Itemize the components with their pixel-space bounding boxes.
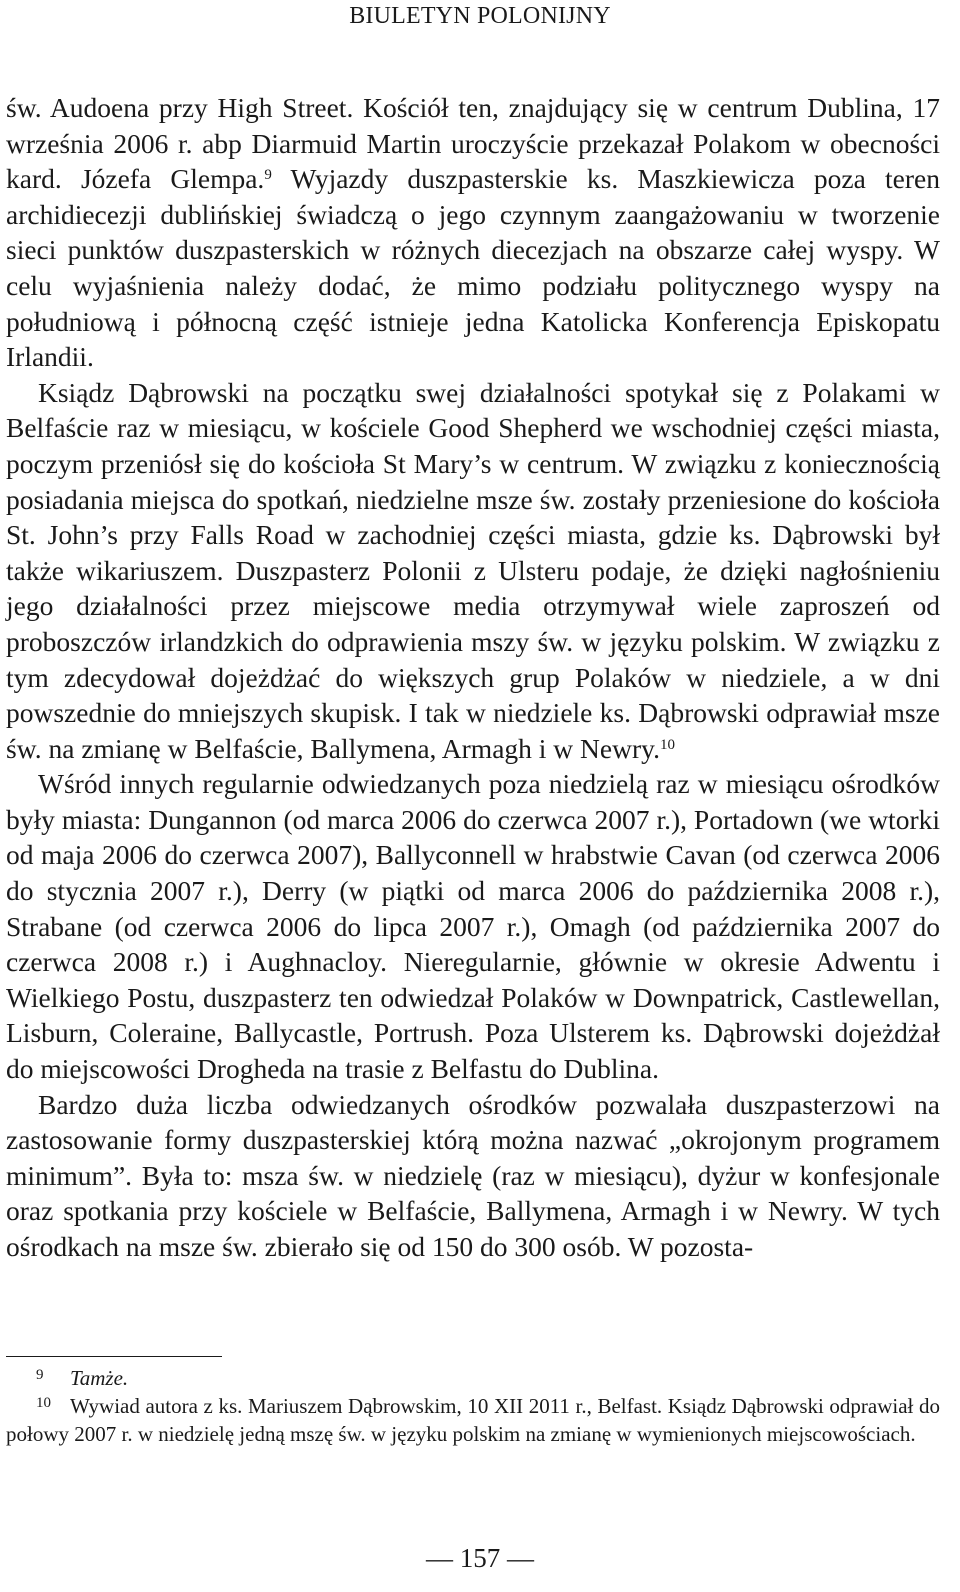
- paragraph-4: Bardzo duża liczba odwiedzanych ośrodków pozwalała duszpasterzowi na zastosowanie formy duszpasterskiej którą można nazwać „okrojonym programem minimum”. Była to: msza św. w niedzielę (raz w miesiącu), dyżur w konfesjonale oraz spotkania przy kościele w Belfaście, Ballymena, Armagh i w Newry. W tych ośrodkach na msze św. zbierało się od 150 do 300 osób. W pozosta-: [6, 1088, 940, 1262]
- paragraph-2: [6, 375, 940, 767]
- paragraph-2-text: Ksiądz Dąbrowski na początku swej działalności spotykał się z Polakami w Belfaście raz w miesiącu, w kościele Good Shepherd we wschodniej części miasta, poczym przeniósł się do kościoła St Mary’s w centrum. W związku z koniecznością posiadania miejsca do spotkań, niedzielne msze św. zostały przeniesione do kościoła St. John’s przy Falls Road w zachodniej części miasta, gdzie ks. Dąbrowski był także wikariuszem. Duszpasterz Polonii z Ulsteru podaje, że dzięki nagłośnieniu jego działalności przez miejscowe media otrzymywał wiele zaproszeń od proboszczów irlandzkich do odprawienia mszy św. w języku polskim. W związku z tym zdecydował dojeżdżać do większych grup Polaków w niedziele, a w dni powszednie do mniejszych skupisk. I tak w niedziele ks. Dąbrowski odprawiał msze św. na zmianę w Belfaście, Ballymena, Armagh i w Newry.: [6, 376, 940, 764]
- paragraph-1-text-a: św. Audoena przy High Street. Kościół ten, znajdujący się w centrum Dublina, 17 września 2006 r. abp Diarmuid Martin uroczyście przekazał Polakom w obecności kard. Józefa Glempa.: [6, 92, 940, 195]
- footnote-text: Wywiad autora z ks. Mariuszem Dąbrowskim, 10 XII 2011 r., Belfast. Ksiądz Dąbrowski odprawiał do połowy 2007 r. w niedzielę jedną mszę św. w języku polskim na zmianę w wymienionych miejscowościach.: [6, 1394, 940, 1446]
- page-number: — 157 —: [426, 1543, 534, 1573]
- article-body: [6, 90, 940, 1265]
- paragraph-1-text-b: Wyjazdy duszpasterskie ks. Maszkiewicza poza teren archidiecezji dublińskiej świadczą o jego czynnym zaangażowaniu w tworzenie sieci punktów duszpasterskich w różnych diecezjach na obszarze całej wyspy. W celu wyjaśnienia należy dodać, że mimo podziału politycznego wyspy na południową i północną część istnieje jedna Katolicka Konferencja Episkopatu Irlandii.: [6, 163, 940, 373]
- footnote-ref-9[interactable]: 9: [264, 167, 272, 184]
- paragraph-3: Wśród innych regularnie odwiedzanych poza niedzielą raz w miesiącu ośrodków były miasta: Dungannon (od marca 2006 do czerwca 2007 r.), Portadown (we wtorki od maja 2006 do czerwca 2007), Ballyconnell w hrabstwie Cavan (od czerwca 2006 do stycznia 2007 r.), Derry (w piątki od marca 2006 do października 2008 r.), Strabane (od czerwca 2006 do lipca 2007 r.), Omagh (od października 2007 do czerwca 2008 r.) i Aughnacloy. Nieregularnie, głównie w okresie Adwentu i Wielkiego Postu, duszpasterz ten odwiedzał Polaków w Downpatrick, Castlewellan, Lisburn, Coleraine, Ballycastle, Portrush. Poza Ulsterem ks. Dąbrowski dojeżdżał do miejscowości Drogheda na trasie z Belfastu do Dublina.: [6, 768, 940, 1085]
- footnote-9: 9 Tamże.: [36, 1366, 129, 1390]
- footnotes: [6, 1364, 940, 1448]
- footnote-text: Tamże.: [70, 1366, 129, 1390]
- paragraph-1: [6, 90, 940, 375]
- running-header: BIULETYN POLONIJNY: [349, 3, 611, 29]
- footnote-ref-10[interactable]: 10: [659, 736, 675, 753]
- footnote-divider: [6, 1356, 222, 1357]
- footnote-10: 10 Wywiad autora z ks. Mariuszem Dąbrowskim, 10 XII 2011 r., Belfast. Ksiądz Dąbrowski odprawiał do połowy 2007 r. w niedzielę jedną mszę św. w języku polskim na zmianę w wymienionych miejscowościach.: [6, 1394, 940, 1446]
